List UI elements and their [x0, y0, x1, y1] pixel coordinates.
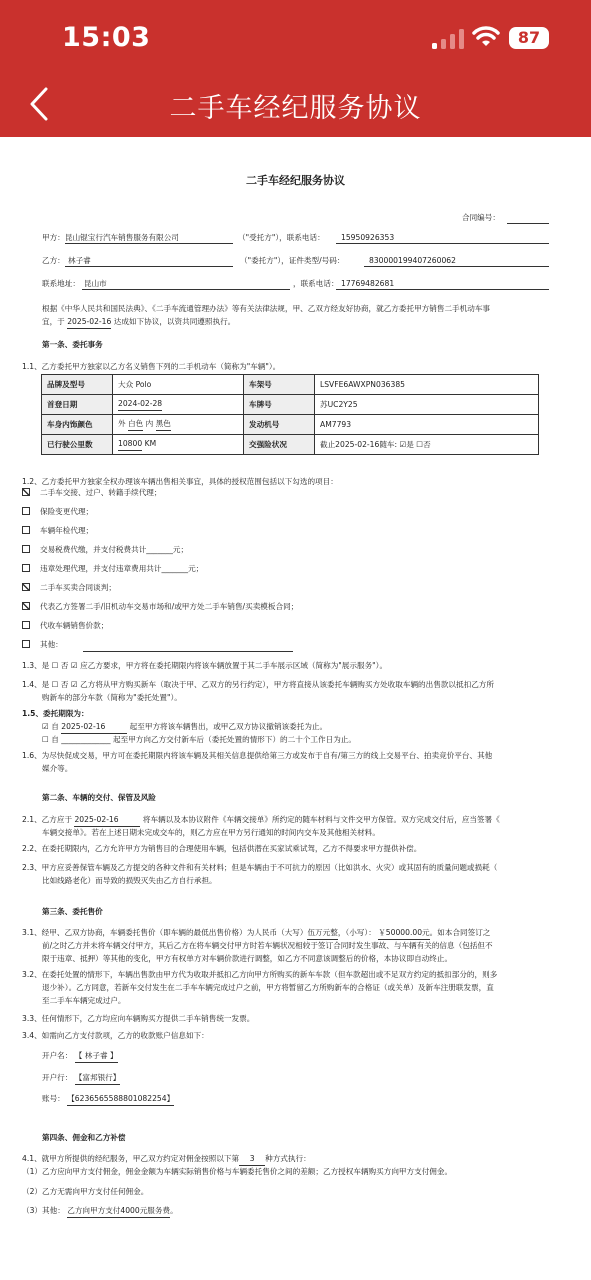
commission-option-1: （1）乙方应向甲方支付佣金，佣金金额为车辆实际销售价格与车辆委托售价之间的差额；乙方授权车辆购买方向甲方支付佣金。: [22, 1167, 453, 1176]
status-time: 15:03: [62, 22, 151, 53]
party-a-label: 甲方：: [42, 233, 65, 242]
battery-indicator: 87: [509, 27, 549, 49]
clause-1-6-line-2: 媒介等。: [42, 764, 73, 773]
clause-2-2: 2.2、在委托期限内，乙方允许甲方为销售目的合理使用车辆，包括供潜在买家试乘试驾，乙方不得要求甲方提供补偿。: [22, 844, 422, 853]
text: 3.1、经甲、乙双方协商，车辆委托售价（即车辆的最低出售价格）为人民币（大写）: [22, 928, 308, 937]
text: 宜，于: [42, 317, 65, 326]
intro-line-2: [42, 316, 235, 329]
commission-option: 3: [239, 1153, 265, 1166]
account-name-row: [42, 1050, 118, 1063]
text: 账号：: [42, 1094, 65, 1103]
clause-3-2-line-1: 3.2、在委托处置的情形下，车辆出售款由甲方代为收取并抵扣乙方向甲方所购买的新车车款（但车款超出或不足双方约定的抵扣部分的，则多: [22, 970, 498, 979]
wifi-icon: [472, 26, 500, 48]
authorization-item-label: 保险变更代理；: [40, 507, 94, 516]
address-label: 联系地址：: [42, 279, 80, 288]
cellular-signal-icon: [432, 29, 464, 49]
authorization-item-label: 二手车交接、过户、转籍手续代理；: [40, 488, 162, 497]
clause-3-1-line-2: 前/之时乙方并未将车辆交付甲方，其后乙方在将车辆交付甲方时若车辆状况相较于签订合同时发生事故、与车辆有关的信息（包括但不: [42, 941, 493, 950]
authorization-item: [22, 639, 293, 652]
intro-line-1: 根据《中华人民共和国民法典》、《二手车流通管理办法》等有关法律法规，甲、乙双方经友好协商，就乙方委托甲方销售二手机动车事: [42, 304, 491, 313]
account-number: 【6236565588801082254】: [67, 1093, 174, 1106]
underline: [364, 266, 549, 267]
account-bank-row: [42, 1072, 120, 1085]
authorization-item: [22, 506, 93, 518]
clause-3-3: 3.3、任何情形下，乙方均应向车辆购买方提供二手车销售统一发票。: [22, 1014, 255, 1023]
insurance-label: 交强险状况: [244, 435, 315, 455]
text: 将车辆以及本协议附件《车辆交接单》所约定的随车材料与文件交甲方保管。双方完成交付后，应当签署《: [142, 815, 500, 824]
term-option-a: [42, 721, 327, 734]
checked-box-icon: [22, 602, 30, 610]
text: 白色: [128, 418, 143, 431]
party-b-name: 林子睿: [68, 256, 91, 265]
underline: [65, 243, 233, 244]
insurance-value: 截止2025-02-16随车: ☑是 ☐否: [315, 435, 539, 455]
other-field: [83, 639, 293, 652]
checked-box-icon: [22, 488, 30, 496]
underline: [336, 289, 549, 290]
authorization-item: [22, 620, 108, 632]
contract-no-label: 合同编号：: [462, 213, 500, 222]
clause-3-2-line-2: 退少补）。乙方同意，若新车交付发生在二手车车辆完成过户之前，甲方将暂留乙方所购新车的合格证（或关单）及新车注册联发票，直: [42, 983, 494, 992]
plate-label: 车牌号: [244, 395, 315, 415]
authorization-item-label: 车辆年检代理；: [40, 526, 94, 535]
engine-label: 发动机号: [244, 415, 315, 435]
address-value: 昆山市: [84, 279, 107, 288]
checkbox-icon: [22, 545, 30, 553]
text: 。: [170, 1206, 178, 1215]
text: 达成如下协议，以资共同遵照执行。: [113, 317, 236, 326]
contract-document: [0, 137, 591, 1280]
mileage-value: [113, 435, 244, 455]
clause-3-2-line-3: 至二手车车辆完成过户。: [42, 996, 126, 1005]
authorization-item: [22, 582, 116, 594]
checkbox-icon: [22, 640, 30, 648]
clause-1-1: 1.1、乙方委托甲方独家以乙方名义销售下列的二手机动车（简称为"车辆"）。: [22, 362, 281, 371]
text: （3）其他：: [22, 1206, 65, 1215]
reg-date-label: 首登日期: [42, 395, 113, 415]
commission-option-2: （2）乙方无需向甲方支付任何佣金。: [22, 1187, 149, 1196]
text: KM: [144, 439, 157, 448]
party-b-role: （"委托方"），证件类型/号码：: [240, 256, 345, 265]
party-b-id: 830000199407260062: [369, 256, 456, 265]
clause-1-3: 1.3、是 ☐ 否 ☑ 应乙方要求，甲方将在委托期限内将该车辆放置于其二手车展示区域（简称为"展示服务"）。: [22, 661, 388, 670]
contract-no-field: [507, 223, 549, 224]
section-4-title: 第四条、佣金和乙方补偿: [42, 1133, 126, 1142]
text: 起至甲方将该车辆售出，或甲乙双方协议撤销该委托为止。: [129, 722, 328, 731]
text: 2.1、乙方应于: [22, 815, 73, 824]
clause-3-1-line-1: [22, 927, 490, 940]
commission-option-3: [22, 1205, 178, 1218]
clause-2-3-line-1: 2.3、甲方应妥善保管车辆及乙方提交的各种文件和有关材料；但是车辆由于不可抗力的原因（比如洪水、火灾）或其固有的质量问题或损耗（: [22, 863, 498, 872]
clause-1-2: 1.2、乙方委托甲方独家全权办理该车辆出售相关事宜，具体的授权范围包括以下勾选的项目：: [22, 477, 338, 486]
clause-2-1-line-1: [22, 814, 500, 827]
party-a-role: （"受托方"），联系电话：: [238, 233, 325, 242]
checkbox-icon: [22, 621, 30, 629]
color-value: [113, 415, 244, 435]
reg-date-value: [113, 395, 244, 415]
underline: [82, 289, 290, 290]
text: 10800: [118, 438, 142, 451]
authorization-item-label: 违章处理代理，并支付违章费用共计_______元；: [40, 564, 204, 573]
color-label: 车身内饰颜色: [42, 415, 113, 435]
text: 2024-02-28: [118, 398, 162, 411]
section-2-title: 第二条、车辆的交付、保管及风险: [42, 793, 156, 802]
text: 。如本合同签订之: [429, 928, 491, 937]
vehicle-info-table: [41, 374, 539, 455]
underline: [336, 243, 549, 244]
account-name: 【 林子睿 】: [75, 1050, 118, 1063]
clause-3-4: 3.4、如需向乙方支付款项，乙方的收款账户信息如下：: [22, 1031, 209, 1040]
clause-3-1-line-3: 限于违章、抵押）等其他的变化，甲方有权单方对车辆价款进行调整，如乙方不同意该调整后的价格，本协议即自动终止。: [42, 954, 453, 963]
authorization-item-label: 二手车买卖合同谈判；: [40, 583, 116, 592]
intro-date: 2025-02-16: [67, 316, 111, 329]
brand-label: 品牌及型号: [42, 375, 113, 395]
section-1-title: 第一条、委托事务: [42, 340, 103, 349]
authorization-item: [22, 563, 203, 575]
account-bank: 【富邦银行】: [75, 1072, 121, 1085]
text: ☑ 自: [42, 722, 59, 731]
party-b-label: 乙方：: [42, 256, 65, 265]
clause-1-4-line-2: 购新车的部分车款（简称为"委托处置"）。: [42, 693, 182, 702]
delivery-date: 2025-02-16: [74, 814, 140, 827]
text: 开户名：: [42, 1051, 73, 1060]
checked-box-icon: [22, 583, 30, 591]
clause-1-4-line-1: 1.4、是 ☐ 否 ☑ 乙方将从甲方购买新车（取决于甲、乙双方的另行约定），甲方将直接从该委托车辆购买方处收取车辆的出售款以抵扣乙方所: [22, 680, 494, 689]
price-uppercase: 伍万元整: [307, 927, 337, 940]
clause-2-3-line-2: 比如线路老化）而导致的损毁灭失由乙方自行承担。: [42, 876, 217, 885]
text: 内: [145, 419, 154, 428]
account-number-row: [42, 1093, 174, 1106]
party-a-phone: 15950926353: [341, 233, 395, 242]
checkbox-icon: [22, 507, 30, 515]
term-option-b: ☐ 自 _____________ 起至甲方向乙方交付新车后（委托处置的情形下）的二十个工作日为止。: [42, 735, 356, 744]
authorization-item-label: 代收车辆销售价款；: [40, 621, 109, 630]
clause-1-6-line-1: 1.6、为尽快促成交易，甲方可在委托期限内将该车辆及其相关信息提供给第三方或发布于自有/第三方的线上交易平台、拍卖竞价平台、其他: [22, 751, 493, 760]
authorization-item: [22, 525, 93, 537]
checkbox-icon: [22, 564, 30, 572]
authorization-item-label: 其他：: [40, 640, 63, 649]
authorization-item: [22, 544, 188, 556]
vin-value: LSVFE6AWXPN036385: [315, 375, 539, 395]
engine-value: AM7793: [315, 415, 539, 435]
clause-4-1: [22, 1153, 311, 1166]
brand-value: 大众 Polo: [113, 375, 244, 395]
checkbox-icon: [22, 526, 30, 534]
underline: [65, 266, 233, 267]
term-start-date: 2025-02-16: [61, 721, 127, 734]
commission-other: 乙方向甲方支付4000元服务费: [67, 1205, 170, 1218]
address-phone-label: ，联系电话：: [293, 279, 339, 288]
address-phone: 17769482681: [341, 279, 395, 288]
clause-1-5: 1.5、委托期限为：: [22, 709, 89, 718]
party-a-name: 昆山锟宝行汽车销售服务有限公司: [65, 233, 179, 242]
text: 黑色: [156, 418, 171, 431]
text: ，（小写）：: [337, 928, 376, 937]
vin-label: 车架号: [244, 375, 315, 395]
authorization-item-label: 交易税费代缴，并支付税费共计_______元；: [40, 545, 189, 554]
text: 种方式执行：: [265, 1154, 311, 1163]
text: 开户行：: [42, 1073, 73, 1082]
authorization-item: [22, 487, 162, 499]
mileage-label: 已行驶公里数: [42, 435, 113, 455]
document-title: 二手车经纪服务协议: [246, 174, 345, 187]
price-number: ￥50000.00元: [378, 927, 429, 940]
clause-2-1-line-2: 车辆交接单》。若在上述日期未完成交车的，则乙方应在甲方另行通知的时间内交车及其他相关材料。: [42, 828, 380, 837]
authorization-item-label: 代表乙方签署二手/旧机动车交易市场和/或甲方处二手车销售/买卖模板合同；: [40, 602, 299, 611]
section-3-title: 第三条、委托售价: [42, 907, 103, 916]
text: 4.1、就甲方所提供的经纪服务，甲乙双方约定对佣金按照以下第: [22, 1154, 240, 1163]
text: 外: [118, 419, 126, 428]
authorization-item: [22, 601, 298, 613]
page-title: 二手车经纪服务协议: [169, 93, 422, 124]
plate-value: 苏UC2Y25: [315, 395, 539, 415]
app-header: [0, 0, 591, 137]
